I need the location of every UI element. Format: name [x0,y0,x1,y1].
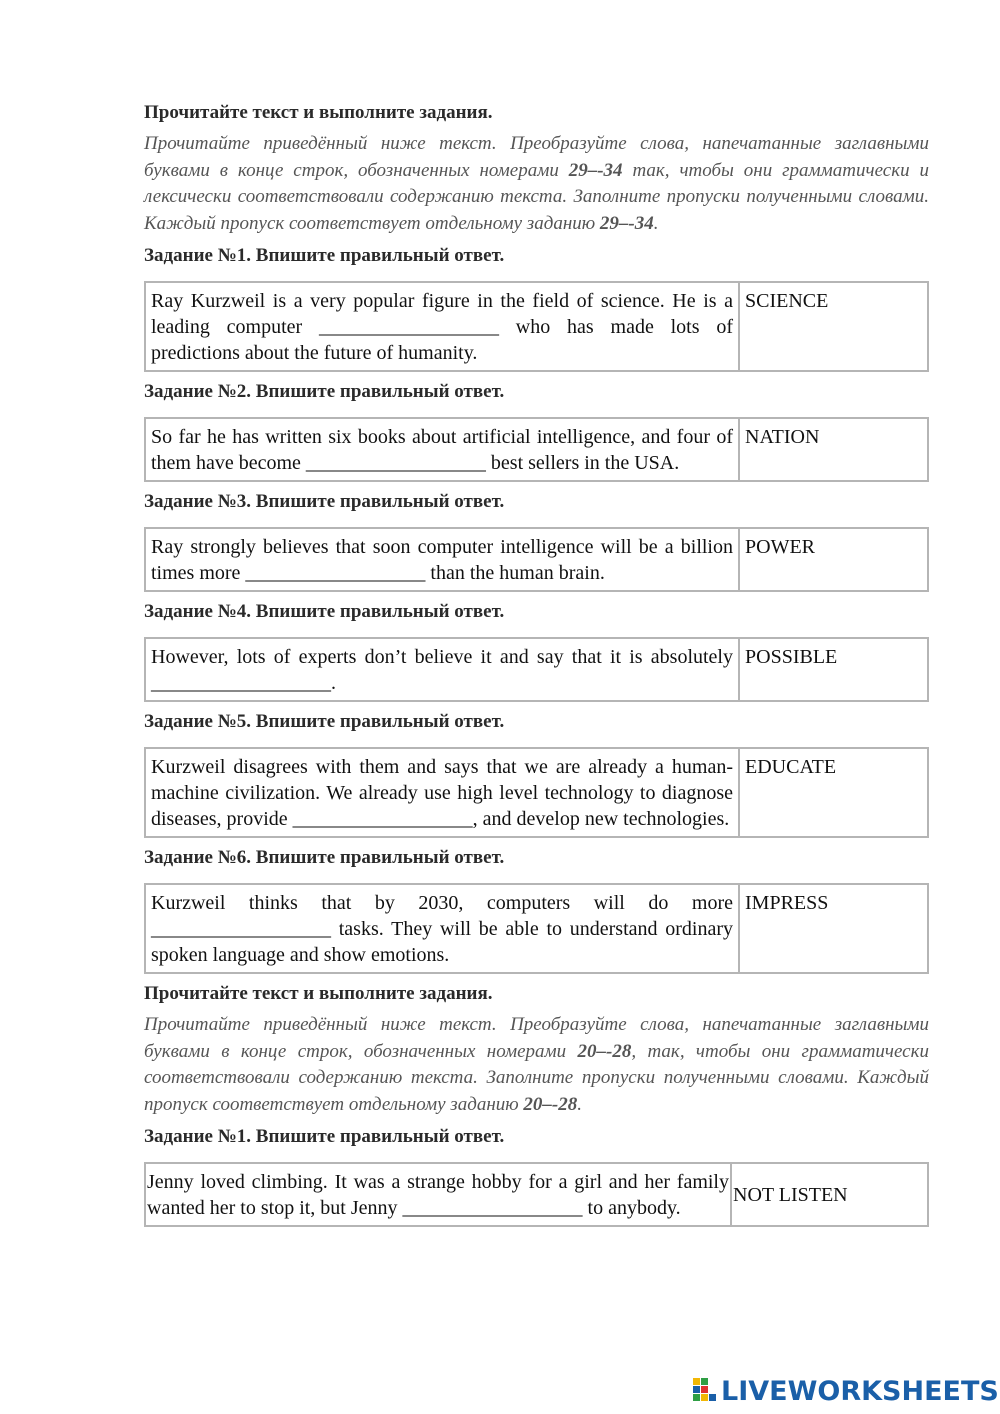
task-6 [144,845,929,974]
task-table [144,281,929,372]
section-heading: Прочитайте текст и выполните задания. [144,983,493,1004]
task-sentence[interactable]: Ray Kurzweil is a very popular figure in the field of science. He is a leading computer __________________ who has made lots of predictions about the future of humanity. [145,282,739,371]
task-table [144,747,929,838]
instruction-range: 20–-28 [577,1040,632,1062]
instruction-part: . [577,1093,582,1115]
instruction-range: 20–-28 [523,1093,578,1115]
liveworksheets-logo-icon [693,1378,717,1404]
task-3 [144,489,929,592]
task-label: Задание №2. Впишите правильный ответ. [144,381,505,402]
task-keyword: NOT LISTEN [731,1163,928,1226]
worksheet-page [144,100,929,1234]
task-sentence[interactable]: Kurzweil disagrees with them and says that we are already a human-machine civilization. We already use high level technology to diagnose diseases, provide __________________, and develop new technologies. [145,748,739,837]
instruction-text [144,131,929,237]
task-sentence[interactable]: However, lots of experts don’t believe it and say that it is absolutely __________________. [145,638,739,701]
instruction-part: Прочитайте приведённый ниже текст. Преобразуйте слова, напечатанные заглавными буквами в конце строк, обозначенных номерами [144,133,929,181]
task-label: Задание №6. Впишите правильный ответ. [144,847,505,868]
task-5 [144,709,929,838]
task-table [144,417,929,482]
task-2 [144,379,929,482]
task-keyword: POSSIBLE [739,638,928,701]
task-2-1 [144,1124,929,1227]
instruction-part: , так, чтобы они грамматически соответствовали содержанию текста. Заполните пропуски полученными словами. Каждый пропуск соответствует отдельному заданию [144,1040,929,1115]
task-label: Задание №1. Впишите правильный ответ. [144,1126,505,1147]
task-keyword: SCIENCE [739,282,928,371]
instruction-range: 29–-34 [599,212,654,234]
instruction-part: так, чтобы они грамматически и лексически соответствовали содержанию текста. Заполните пропуски полученными словами. Каждый пропуск соответствует отдельному заданию [144,159,929,234]
task-keyword: EDUCATE [739,748,928,837]
section-heading: Прочитайте текст и выполните задания. [144,102,493,123]
task-sentence[interactable]: Ray strongly believes that soon computer intelligence will be a billion times more __________________ than the human brain. [145,528,739,591]
task-4 [144,599,929,702]
task-table [144,527,929,592]
logo-text: LIVEWORKSHEETS [721,1375,999,1407]
task-label: Задание №4. Впишите правильный ответ. [144,601,505,622]
task-table [144,637,929,702]
task-keyword: NATION [739,418,928,481]
instruction-range: 29–-34 [568,159,623,181]
section-2 [144,981,929,1227]
task-label: Задание №3. Впишите правильный ответ. [144,491,505,512]
task-sentence[interactable]: Jenny loved climbing. It was a strange hobby for a girl and her family wanted her to stop it, but Jenny __________________ to anybody. [145,1163,731,1226]
task-keyword: POWER [739,528,928,591]
task-table [144,1162,929,1227]
task-sentence[interactable]: Kurzweil thinks that by 2030, computers will do more __________________ tasks. They will be able to understand ordinary spoken language and show emotions. [145,884,739,973]
task-sentence[interactable]: So far he has written six books about artificial intelligence, and four of them have become __________________ best sellers in the USA. [145,418,739,481]
task-1 [144,243,929,372]
task-table [144,883,929,974]
instruction-part: Прочитайте приведённый ниже текст. Преобразуйте слова, напечатанные заглавными буквами в конце строк, обозначенных номерами [144,1014,929,1062]
task-label: Задание №1. Впишите правильный ответ. [144,245,505,266]
task-label: Задание №5. Впишите правильный ответ. [144,711,505,732]
task-keyword: IMPRESS [739,884,928,973]
instruction-part: . [653,212,659,234]
instruction-text [144,1012,929,1118]
liveworksheets-logo[interactable] [693,1375,999,1407]
